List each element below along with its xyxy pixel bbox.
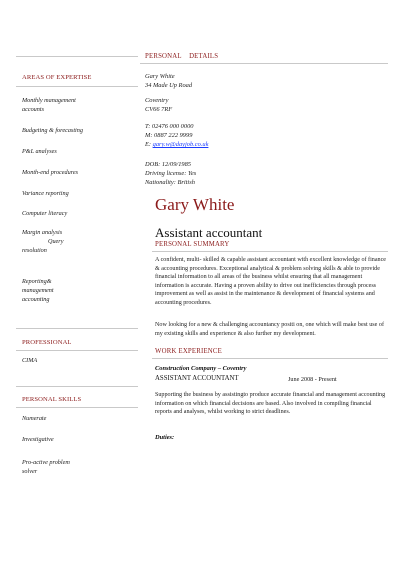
areas-rule	[16, 86, 138, 87]
personal-summary-rule	[152, 251, 388, 252]
area-item-line: Query	[48, 238, 64, 245]
area-item	[22, 228, 63, 255]
email-link[interactable]: gary.w@dayjob.co.uk	[152, 141, 209, 148]
date-of-birth: DOB: 12/09/1985	[145, 161, 191, 168]
area-item	[22, 168, 78, 177]
qualification-item: CIMA	[22, 357, 38, 364]
professional-rule	[16, 350, 138, 351]
personal-skill-line: Numerate	[22, 415, 47, 422]
areas-of-expertise-heading: AREAS OF EXPERTISE	[22, 74, 92, 81]
area-item	[22, 209, 67, 218]
personal-skill-item	[22, 435, 54, 444]
area-item-line: resolution	[22, 247, 47, 254]
telephone: T: 02476 000 0000	[145, 123, 194, 130]
area-item-line: Budgeting & forecasting	[22, 127, 83, 134]
summary-paragraph: A confident, multi- skilled & capable assistant accountant with excellent knowledge of finance & accounting procedures. Exceptional analytical & problem solving skills & able to provide financial information to all areas of the business whilst ensuring that all management information is accurate. Having a proven ability to drive out inefficiencies through process improvement as well as assist in the maintenance & development of financial systems and accounting procedures.	[155, 257, 386, 306]
area-item	[22, 126, 83, 135]
professional-heading: PROFESSIONAL	[22, 339, 72, 346]
summary-paragraph: Now looking for a new & challenging accountancy positi on, one which will make best use of my existing skills and experience & also further my development.	[155, 322, 384, 337]
address-postcode: CV66 7RF	[145, 106, 173, 113]
area-item-line: Month-end procedures	[22, 169, 79, 176]
personal-skills-rule	[16, 407, 138, 408]
email-row	[145, 140, 208, 149]
work-experience-rule	[152, 358, 388, 359]
area-item	[22, 96, 76, 114]
sidebar	[16, 56, 138, 536]
email-prefix: E:	[145, 141, 152, 148]
personal-details-rule	[140, 63, 388, 64]
personal-skills-heading: PERSONAL SKILLS	[22, 396, 82, 403]
area-item-line: P&L analyses	[22, 148, 57, 155]
area-item-line: accounting	[22, 296, 50, 303]
personal-skills-top-rule	[16, 386, 138, 387]
duties-label: Duties:	[155, 434, 175, 441]
personal-skill-item	[22, 458, 70, 476]
personal-details-heading: PERSONAL DETAILS	[145, 53, 219, 60]
personal-skill-line: Pro-active problem	[22, 459, 70, 466]
role-title: ASSISTANT ACCOUNTANT	[155, 375, 239, 382]
nationality: Nationality: British	[145, 179, 195, 186]
area-item-line: Reporting&	[22, 278, 52, 285]
sidebar-top-rule	[16, 56, 138, 57]
role-dates: June 2008 - Present	[288, 376, 337, 383]
area-item	[22, 147, 57, 156]
professional-top-rule	[16, 328, 138, 329]
experience-description: Supporting the business by assistingto produce accurate financial and management accounting information on which financial decisions are based. Also involved in compiling financial reports and analyses, whilst working to strict deadlines.	[155, 392, 386, 416]
personal-skill-item	[22, 414, 46, 423]
area-item-line: management	[22, 287, 54, 294]
personal-skill-line: solver	[22, 468, 38, 475]
area-item-line: Margin analysis	[22, 229, 63, 236]
personal-skill-line: Investigative	[22, 436, 54, 443]
area-item-line: Computer literacy	[22, 210, 68, 217]
area-item-line: Variance reporting	[22, 190, 69, 197]
contact-name: Gary White	[145, 73, 175, 80]
area-item-line: accounts	[22, 106, 44, 113]
mobile: M: 0887 222 9999	[145, 132, 193, 139]
address-line: 34 Made Up Road	[145, 82, 193, 89]
job-title: Assistant accountant	[155, 225, 263, 240]
driving-license: Driving license: Yes	[145, 170, 197, 177]
address-city: Coventry	[145, 97, 169, 104]
personal-summary-heading: PERSONAL SUMMARY	[155, 241, 230, 248]
work-experience-heading: WORK EXPERIENCE	[155, 348, 222, 355]
area-item-line: Monthly management	[22, 97, 76, 104]
company-name: Construction Company – Coventry	[155, 365, 247, 372]
cv-name: Gary White	[155, 195, 235, 214]
area-item	[22, 189, 69, 198]
area-item	[22, 277, 54, 304]
